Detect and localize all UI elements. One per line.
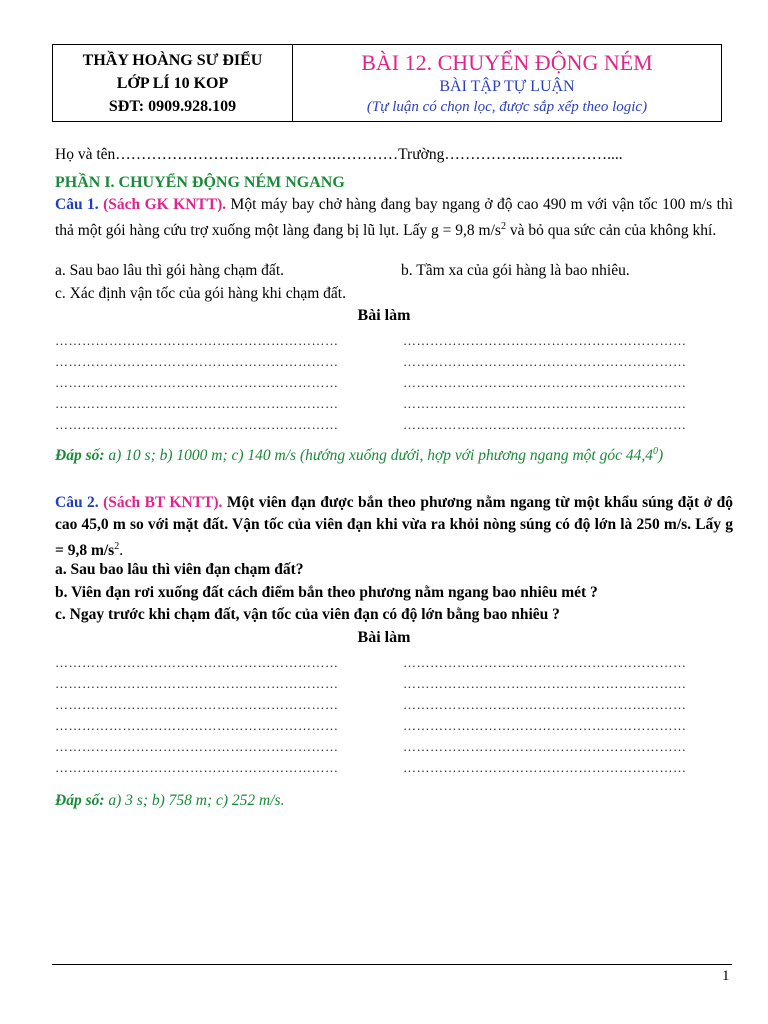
dotted-line: ……………………………………………………… — [403, 354, 687, 369]
question-2-part-a: a. Sau bao lâu thì viên đạn chạm đất? — [55, 561, 304, 578]
dotted-line: ……………………………………………………… — [403, 697, 687, 712]
question-2 — [55, 492, 733, 562]
class-name: LỚP LÍ 10 KOP — [116, 74, 229, 92]
answer-1-label: Đáp số: — [55, 447, 105, 465]
question-1-source: (Sách GK KNTT). — [103, 196, 227, 213]
question-2-text: Một viên đạn được bắn theo phương nằm ngang từ một khẩu súng đặt ở độ cao 45,0 m so với mặt đất. Vận tốc của viên đạn khi vừa ra khỏi nòng súng có độ lớn là 250 m/s. Lấy g = 9,8 m/s — [55, 494, 733, 560]
dotted-line: ……………………………………………………… — [403, 375, 687, 390]
question-1-text: Một máy bay chở hàng đang bay ngang ở độ cao 490 m với vận tốc 100 m/s thì thả một gói hàng cứu trợ xuống một làng đang bị lũ lụt. Lấy g = 9,8 m/s — [55, 196, 733, 240]
lesson-note: (Tự luận có chọn lọc, được sắp xếp theo logic) — [366, 99, 648, 115]
question-2-source: (Sách BT KNTT). — [103, 494, 223, 511]
dotted-line: ……………………………………………………… — [55, 354, 339, 369]
answer-2-label: Đáp số: — [55, 792, 105, 809]
dotted-line: ……………………………………………………… — [55, 718, 339, 733]
lesson-subtitle: BÀI TẬP TỰ LUẬN — [439, 78, 575, 95]
dotted-line: ……………………………………………………… — [55, 739, 339, 754]
answer-1-text: a) 10 s; b) 1000 m; c) 140 m/s (hướng xuống dưới, hợp với phương ngang một góc 44,4 — [104, 447, 653, 465]
question-2-text-end: . — [119, 542, 124, 560]
lesson-info — [293, 45, 721, 121]
question-1-part-c: c. Xác định vận tốc của gói hàng khi chạm đất. — [55, 285, 346, 302]
dotted-line: ……………………………………………………… — [403, 396, 687, 411]
page-number: 1 — [722, 968, 730, 984]
question-2-label: Câu 2. — [55, 494, 99, 511]
dotted-line: ……………………………………………………… — [403, 739, 687, 754]
dotted-line: ……………………………………………………… — [403, 417, 687, 432]
question-2-part-c: c. Ngay trước khi chạm đất, vận tốc của viên đạn có độ lớn bằng bao nhiêu ? — [55, 606, 560, 623]
question-1-text-end: và bỏ qua sức cản của không khí. — [505, 222, 717, 240]
lesson-title: BÀI 12. CHUYỂN ĐỘNG NÉM — [361, 50, 653, 75]
dotted-line: ……………………………………………………… — [55, 375, 339, 390]
work-heading-2: Bài làm — [357, 629, 411, 646]
dotted-line: ……………………………………………………… — [55, 676, 339, 691]
footer-rule — [52, 964, 732, 965]
dotted-line: ……………………………………………………… — [55, 655, 339, 670]
header-box — [52, 44, 722, 122]
question-1-label: Câu 1. — [55, 196, 99, 213]
question-1 — [55, 194, 733, 242]
answer-2 — [55, 790, 735, 812]
teacher-name: THẦY HOÀNG SƯ ĐIỂU — [82, 51, 263, 69]
phone-number: SĐT: 0909.928.109 — [108, 97, 237, 115]
section-title: PHẦN I. CHUYỂN ĐỘNG NÉM NGANG — [55, 174, 345, 191]
dotted-line: ……………………………………………………… — [403, 676, 687, 691]
work-heading-1: Bài làm — [357, 307, 411, 324]
answer-1-end: ) — [657, 447, 664, 465]
teacher-info — [53, 45, 293, 121]
question-1-part-b: b. Tầm xa của gói hàng là bao nhiêu. — [401, 262, 630, 279]
answer-1 — [55, 441, 735, 467]
dotted-line: ……………………………………………………… — [403, 333, 687, 348]
dotted-line: ……………………………………………………… — [403, 718, 687, 733]
question-2-part-b: b. Viên đạn rơi xuống đất cách điểm bắn theo phương nằm ngang bao nhiêu mét ? — [55, 584, 598, 601]
dotted-line: ……………………………………………………… — [55, 760, 339, 775]
answer-2-text: a) 3 s; b) 758 m; c) 252 m/s. — [104, 792, 285, 809]
dotted-line: ……………………………………………………… — [55, 396, 339, 411]
dotted-line: ……………………………………………………… — [55, 417, 339, 432]
name-school-row: Họ và tên…………………………………….…………Trường……………..…………….... — [55, 146, 623, 163]
question-1-sup: 2 — [500, 221, 506, 232]
dotted-line: ……………………………………………………… — [403, 760, 687, 775]
dotted-line: ……………………………………………………… — [55, 333, 339, 348]
question-2-sup: 2 — [114, 541, 120, 552]
question-1-part-a: a. Sau bao lâu thì gói hàng chạm đất. — [55, 262, 284, 279]
dotted-line: ……………………………………………………… — [55, 697, 339, 712]
answer-1-sup: 0 — [652, 446, 658, 457]
dotted-line: ……………………………………………………… — [403, 655, 687, 670]
